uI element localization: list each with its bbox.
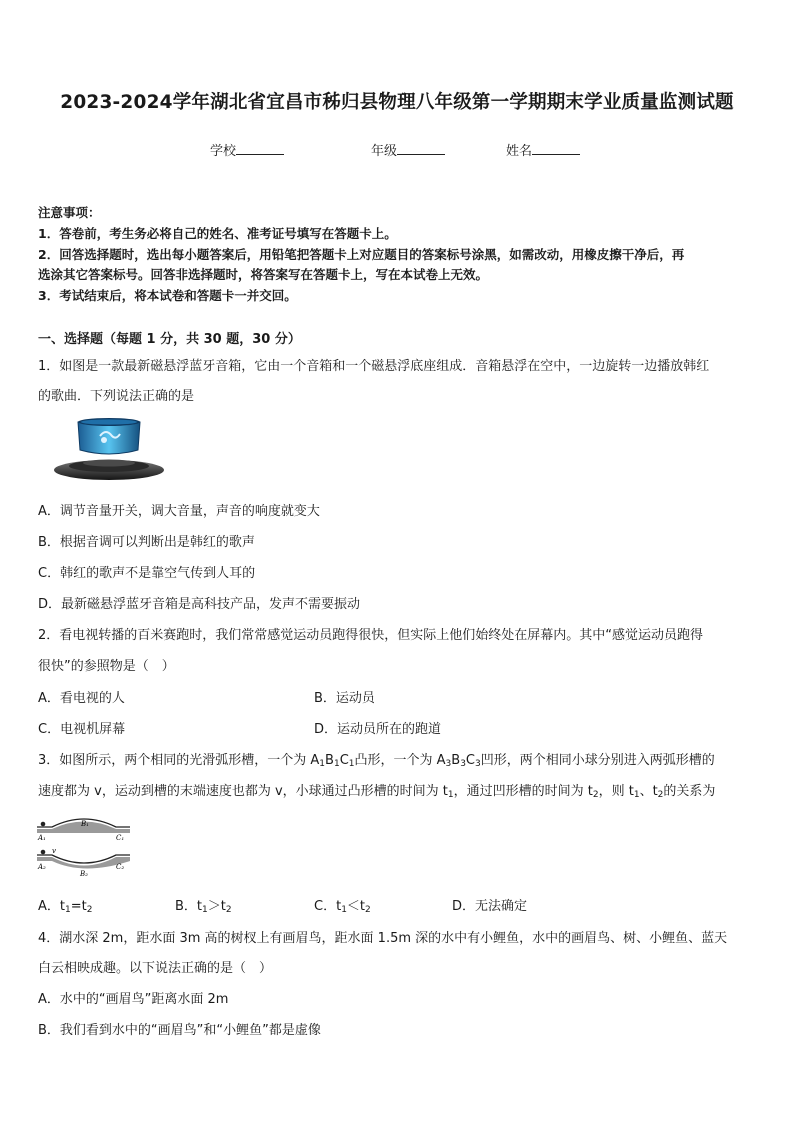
q3-option-b[interactable]: B．$t_1>t_2$: [175, 899, 232, 915]
q1-option-a[interactable]: A．调节音量开关，调大音量，声音的响度就变大: [38, 504, 320, 519]
label-b1: B₁: [81, 820, 89, 828]
q4-option-a[interactable]: A．水中的“画眉鸟”距离水面 2m: [38, 992, 229, 1007]
q1-stem: 1．如图是一款最新磁悬浮蓝牙音箱，它由一个音箱和一个磁悬浮底座组成．音箱悬浮在空中，一边旋转一边播放韩红: [38, 359, 710, 374]
q2-option-b[interactable]: B．运动员: [314, 691, 375, 706]
label-a1: A₁: [38, 834, 46, 842]
q1-option-d[interactable]: D．最新磁悬浮蓝牙音箱是高科技产品，发声不需要振动: [38, 597, 361, 612]
q1-stem: 的歌曲．下列说法正确的是: [38, 389, 195, 404]
notice-item: 2．回答选择题时，选出每小题答案后，用铅笔把答题卡上对应题目的答案标号涂黑，如需改动，用橡皮擦干净后，再: [38, 247, 685, 262]
notice-item: 选涂其它答案标号。回答非选择题时，将答案写在答题卡上，写在本试卷上无效。: [38, 267, 489, 282]
school-label: 学校: [210, 144, 237, 159]
label-c1: C₁: [116, 834, 125, 842]
school-blank[interactable]: [236, 142, 284, 155]
page-title: 2023-2024学年湖北省宜昌市秭归县物理八年级第一学期期末学业质量监测试题: [60, 92, 734, 113]
q3-stem: 速度都为 v，运动到槽的末端速度也都为 v，小球通过凸形槽的时间为 $t_1$，通过凹形槽的时间为 $t_2$，则 $t_1$、$t_2$的关系为: [38, 784, 716, 800]
q3-option-c[interactable]: C．$t_1<t_2$: [314, 899, 371, 915]
school-field[interactable]: [210, 140, 284, 159]
label-b2: B₂: [80, 870, 88, 877]
grade-label: 年级: [371, 144, 398, 159]
q1-option-c[interactable]: C．韩红的歌声不是靠空气传到人耳的: [38, 566, 256, 581]
q3-stem: 3．如图所示，两个相同的光滑弧形槽，一个为 $A_1B_1C_1$凸形，一个为 $A_3B_3C_3$凹形，两个相同小球分别进入两弧形槽的: [38, 753, 715, 769]
speaker-image: [52, 414, 167, 486]
label-a2: A₂: [38, 863, 46, 871]
q3-option-d[interactable]: D．无法确定: [452, 899, 528, 914]
label-c2: C₂: [116, 863, 125, 871]
notice-item: 3．考试结束后，将本试卷和答题卡一并交回。: [38, 288, 297, 303]
q2-stem: 2．看电视转播的百米赛跑时，我们常常感觉运动员跑得很快，但实际上他们始终处在屏幕内。其中“感觉运动员跑得: [38, 628, 704, 643]
label-v: v: [52, 847, 56, 855]
q2-option-d[interactable]: D．运动员所在的跑道: [314, 722, 442, 737]
q3-grooves-figure: [34, 813, 134, 877]
q1-option-b[interactable]: B．根据音调可以判断出是韩红的歌声: [38, 535, 255, 550]
q4-stem: 白云相映成趣。以下说法正确的是（ ）: [38, 961, 273, 976]
q2-option-c[interactable]: C．电视机屏幕: [38, 722, 126, 737]
q2-option-a[interactable]: A．看电视的人: [38, 691, 125, 706]
notice-item: 1．答卷前，考生务必将自己的姓名、准考证号填写在答题卡上。: [38, 226, 397, 241]
section-heading: 一、选择题（每题 1 分，共 30 题，30 分）: [38, 332, 301, 347]
name-blank[interactable]: [532, 142, 580, 155]
q4-option-b[interactable]: B．我们看到水中的“画眉鸟”和“小鲤鱼”都是虚像: [38, 1023, 321, 1038]
q4-stem: 4．湖水深 2m，距水面 3m 高的树杈上有画眉鸟，距水面 1.5m 深的水中有小鲤鱼，水中的画眉鸟、树、小鲤鱼、蓝天: [38, 931, 728, 946]
q3-option-a[interactable]: A．$t_1=t_2$: [38, 899, 93, 915]
q2-stem: 很快”的参照物是（ ）: [38, 659, 175, 674]
notice-heading: 注意事项：: [38, 205, 101, 220]
grade-blank[interactable]: [397, 142, 445, 155]
name-label: 姓名: [506, 144, 533, 159]
grade-field[interactable]: [371, 140, 445, 159]
name-field[interactable]: [506, 140, 580, 159]
